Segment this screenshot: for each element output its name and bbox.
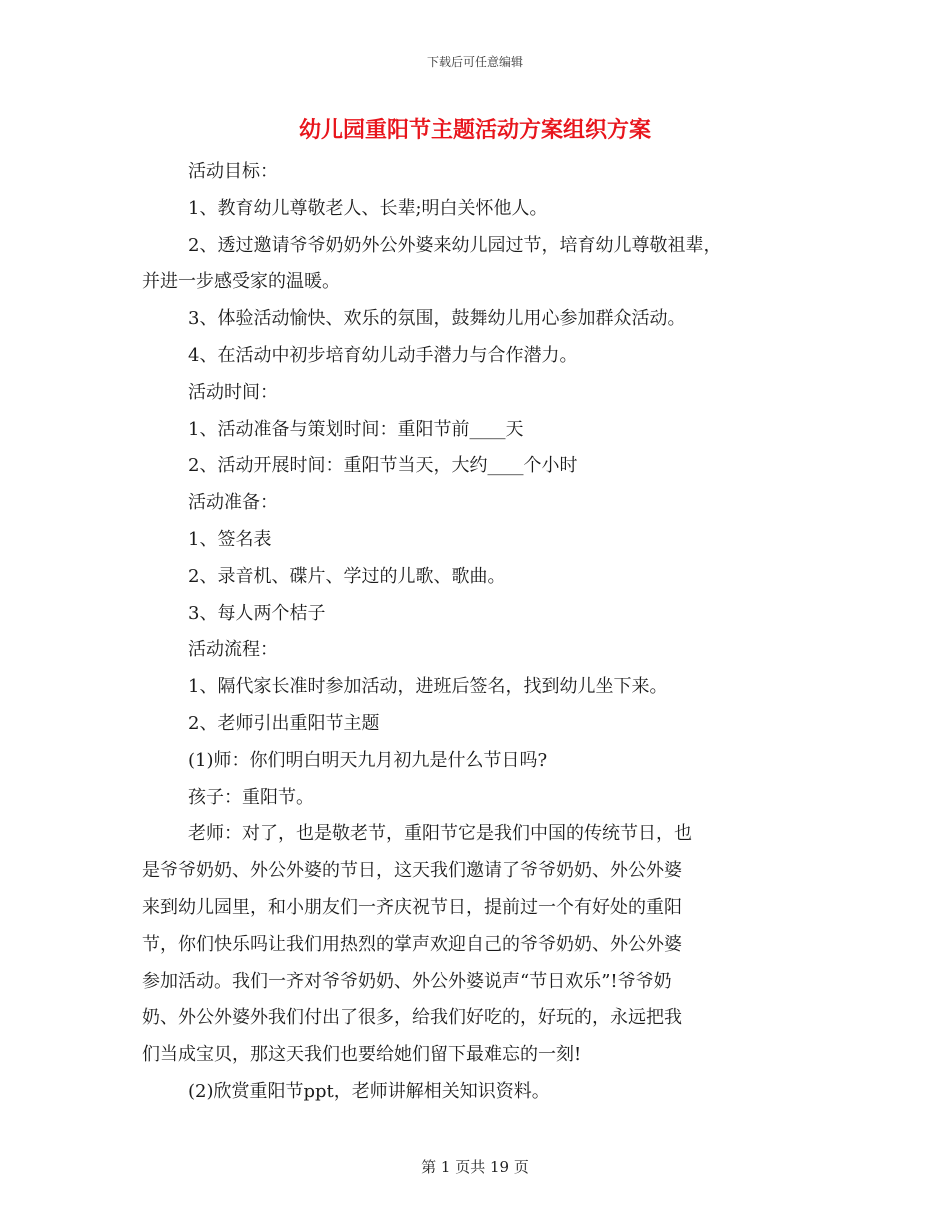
- teacher-speech-line-5: 参加活动。我们一齐对爷爷奶奶、外公外婆说声“节日欢乐”!爷爷奶: [142, 970, 672, 992]
- section-heading-time: 活动时间：: [188, 381, 278, 403]
- process-sub-2: (2)欣赏重阳节ppt，老师讲解相关知识资料。: [188, 1080, 550, 1102]
- prep-item-3: 3、每人两个桔子: [188, 602, 326, 624]
- teacher-speech-line-1: 老师：对了，也是敬老节，重阳节它是我们中国的传统节日，也: [188, 823, 692, 845]
- process-sub-1: (1)师：你们明白明天九月初九是什么节日吗?: [188, 749, 548, 771]
- process-item-1: 1、隔代家长准时参加活动，进班后签名，找到幼儿坐下来。: [188, 676, 668, 698]
- goal-item-2: 2、透过邀请爷爷奶奶外公外婆来幼儿园过节，培育幼儿尊敬祖辈，: [188, 234, 722, 256]
- page-footer: 第 1 页共 19 页: [421, 1158, 529, 1176]
- time-item-2: 2、活动开展时间：重阳节当天，大约____个小时: [188, 455, 578, 477]
- teacher-speech-line-6: 奶、外公外婆外我们付出了很多，给我们好吃的，好玩的，永远把我: [142, 1007, 682, 1029]
- document-body: [142, 154, 812, 1111]
- process-item-2: 2、老师引出重阳节主题: [188, 712, 380, 734]
- section-heading-process: 活动流程：: [188, 639, 278, 661]
- teacher-speech-line-7: 们当成宝贝，那这天我们也要给她们留下最难忘的一刻!: [142, 1044, 582, 1066]
- prep-item-2: 2、录音机、碟片、学过的儿歌、歌曲。: [188, 565, 506, 587]
- goal-item-2-cont: 并进一步感受家的温暖。: [142, 271, 340, 293]
- section-heading-preparation: 活动准备：: [188, 492, 278, 514]
- goal-item-1: 1、教育幼儿尊敬老人、长辈;明白关怀他人。: [188, 197, 548, 219]
- child-reply: 孩子：重阳节。: [188, 786, 314, 808]
- time-item-1: 1、活动准备与策划时间：重阳节前____天: [188, 418, 524, 440]
- goal-item-3: 3、体验活动愉快、欢乐的氛围，鼓舞幼儿用心参加群众活动。: [188, 308, 686, 330]
- prep-item-1: 1、签名表: [188, 528, 272, 550]
- section-heading-goals: 活动目标：: [188, 161, 278, 182]
- teacher-speech-line-2: 是爷爷奶奶、外公外婆的节日，这天我们邀请了爷爷奶奶、外公外婆: [142, 860, 682, 882]
- teacher-speech-line-3: 来到幼儿园里，和小朋友们一齐庆祝节日，提前过一个有好处的重阳: [142, 896, 682, 918]
- header-note: 下载后可任意编辑: [426, 55, 523, 69]
- teacher-speech-line-4: 节，你们快乐吗让我们用热烈的掌声欢迎自己的爷爷奶奶、外公外婆: [142, 933, 682, 955]
- document-title: 幼儿园重阳节主题活动方案组织方案: [298, 118, 651, 143]
- goal-item-4: 4、在活动中初步培育幼儿动手潜力与合作潜力。: [188, 344, 578, 366]
